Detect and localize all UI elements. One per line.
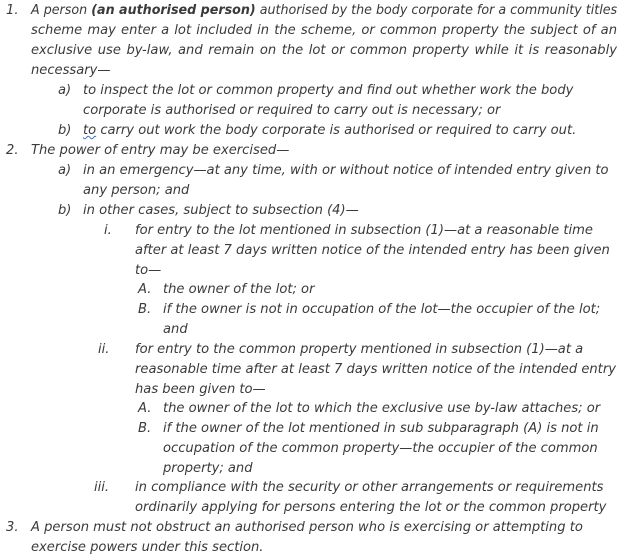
- subparagraph-ii-line-1: ii. for entry to the common property mentioned in subsection (1)—at a: [0, 340, 617, 360]
- section-1-a-line-1: a) to inspect the lot or common property and find out whether work the body: [0, 81, 617, 101]
- subparagraph-iii-line-2: ordinarily applying for persons entering the lot or the common property: [135, 500, 607, 515]
- section-1-b-line-1: b) to carry out work the body corporate is authorised or required to carry out.: [0, 121, 617, 141]
- section-2-line-1: 2. The power of entry may be exercised—: [0, 141, 617, 161]
- subparagraph-label: ii.: [98, 342, 110, 357]
- sub-item-ii-B-line-2: occupation of the common property—the occupier of the common: [163, 441, 598, 456]
- subparagraph-i-line-1: i. for entry to the lot mentioned in subsection (1)—at a reasonable time: [0, 221, 617, 241]
- section-1-line-2: scheme may enter a lot included in the scheme, or common property the subject of an: [31, 23, 617, 38]
- section-number: 1.: [6, 3, 19, 18]
- section-2-b-line-1: b) in other cases, subject to subsection (4)—: [0, 201, 617, 221]
- section-1-line-3: exclusive use by-law, and remain on the lot or common property while it is reasonably: [31, 43, 617, 58]
- subparagraph-ii-line-3: has been given to—: [135, 382, 266, 397]
- sub-item-label: A.: [138, 282, 152, 297]
- section-1-line-1: [0, 1, 617, 21]
- section-number: 2.: [6, 143, 19, 158]
- subparagraph-iii-line-1: iii. in compliance with the security or other arrangements or requirements: [0, 478, 617, 498]
- paragraph-label: b): [58, 123, 72, 138]
- subparagraph-i-line-3: to—: [135, 263, 162, 278]
- section-3-line-1: 3. A person must not obstruct an authorised person who is exercising or attempting to: [0, 518, 617, 538]
- section-number: 3.: [6, 520, 19, 535]
- section-2-a-line-1: a) in an emergency—at any time, with or without notice of intended entry given to: [0, 161, 617, 181]
- section-text: A person (an authorised person) authorised by the body corporate for a community titles: [31, 3, 618, 18]
- paragraph-label: a): [58, 163, 72, 178]
- defined-term: (an authorised person): [91, 3, 256, 18]
- subparagraph-i-line-2: after at least 7 days written notice of the intended entry has been given: [135, 243, 610, 258]
- subparagraph-label: iii.: [94, 480, 110, 495]
- sub-item-i-A: A. the owner of the lot; or: [0, 280, 617, 300]
- paragraph-label: b): [58, 203, 72, 218]
- sub-item-ii-B-line-1: B. if the owner of the lot mentioned in sub subparagraph (A) is not in: [0, 419, 617, 439]
- spellcheck-flagged-word[interactable]: to: [83, 123, 97, 138]
- section-1-line-4: necessary—: [31, 63, 111, 78]
- sub-item-label: B.: [138, 302, 152, 317]
- section-3-line-2: exercise powers under this section.: [31, 540, 264, 555]
- paragraph-label: a): [58, 83, 72, 98]
- sub-item-i-B-line-2: and: [163, 322, 188, 337]
- subparagraph-label: i.: [104, 223, 112, 238]
- sub-item-label: B.: [138, 421, 152, 436]
- section-2-a-line-2: any person; and: [83, 183, 190, 198]
- sub-item-ii-B-line-3: property; and: [163, 461, 253, 476]
- subparagraph-ii-line-2: reasonable time after at least 7 days written notice of the intended entry: [135, 362, 616, 377]
- section-1-a-line-2: corporate is authorised or required to carry out is necessary; or: [83, 103, 501, 118]
- sub-item-label: A.: [138, 401, 152, 416]
- sub-item-ii-A: A. the owner of the lot to which the exclusive use by-law attaches; or: [0, 399, 617, 419]
- sub-item-i-B-line-1: B. if the owner is not in occupation of the lot—the occupier of the lot;: [0, 300, 617, 320]
